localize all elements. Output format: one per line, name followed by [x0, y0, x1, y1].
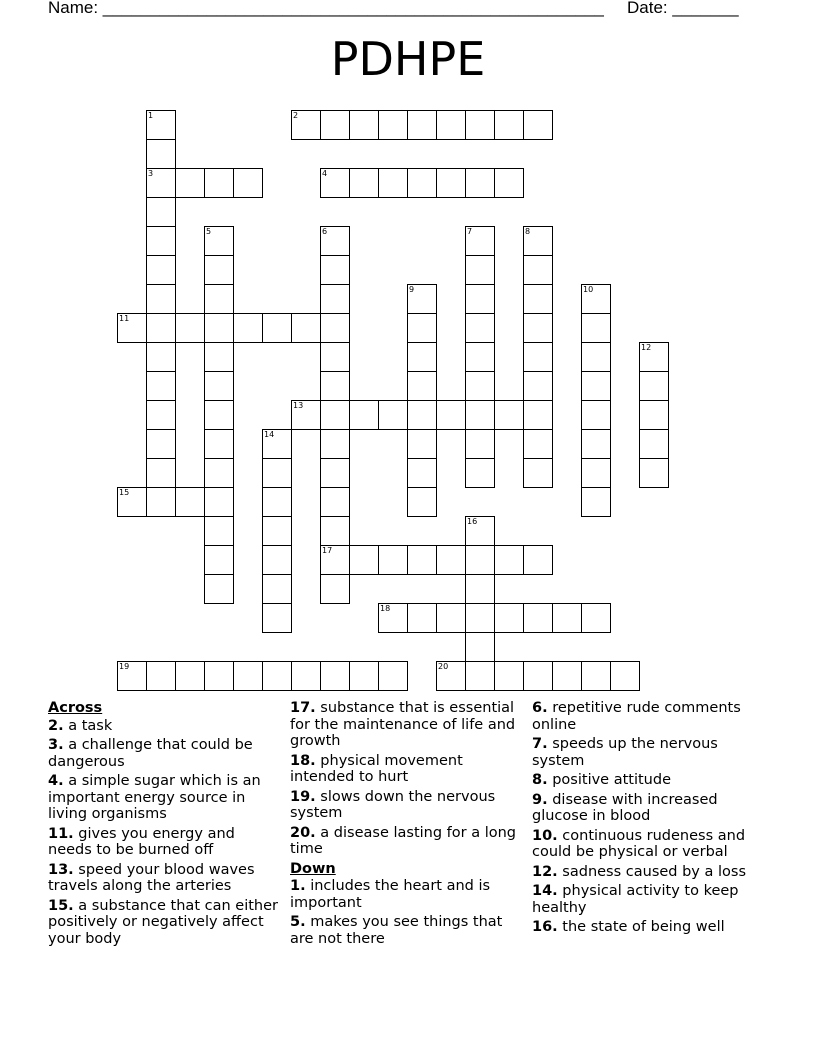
date-field-label: Date: _______ — [627, 0, 739, 17]
grid-cell[interactable] — [523, 661, 553, 691]
grid-cell[interactable] — [262, 429, 292, 459]
clue-number: 4 — [322, 169, 328, 178]
clue-number: 5 — [206, 227, 212, 236]
grid-cell[interactable] — [349, 400, 379, 430]
clue-number: 2 — [293, 111, 299, 120]
grid-cell[interactable] — [639, 400, 669, 430]
grid-cell[interactable] — [233, 313, 263, 343]
grid-cell[interactable] — [146, 429, 176, 459]
clue-number: 15 — [119, 488, 130, 497]
grid-cell[interactable] — [581, 429, 611, 459]
grid-cell[interactable] — [523, 545, 553, 575]
grid-cell[interactable] — [610, 661, 640, 691]
grid-cell[interactable] — [581, 342, 611, 372]
grid-cell[interactable] — [146, 342, 176, 372]
grid-cell[interactable] — [320, 400, 350, 430]
grid-cell[interactable] — [204, 458, 234, 488]
grid-cell[interactable] — [320, 226, 350, 256]
grid-cell[interactable] — [407, 168, 437, 198]
clues-column-3 — [532, 700, 762, 939]
grid-cell[interactable] — [465, 313, 495, 343]
grid-cell[interactable] — [523, 342, 553, 372]
grid-cell[interactable] — [262, 574, 292, 604]
grid-cell[interactable] — [407, 603, 437, 633]
clue-number: 3 — [148, 169, 154, 178]
grid-cell[interactable] — [407, 313, 437, 343]
grid-cell[interactable] — [204, 371, 234, 401]
grid-cell[interactable] — [523, 284, 553, 314]
grid-cell[interactable] — [465, 574, 495, 604]
grid-cell[interactable] — [262, 487, 292, 517]
grid-cell[interactable] — [146, 255, 176, 285]
grid-cell[interactable] — [233, 661, 263, 691]
grid-cell[interactable] — [146, 661, 176, 691]
grid-cell[interactable] — [378, 545, 408, 575]
grid-cell[interactable] — [320, 458, 350, 488]
grid-cell[interactable] — [465, 603, 495, 633]
grid-cell[interactable] — [320, 110, 350, 140]
grid-cell[interactable] — [146, 400, 176, 430]
clue-down-1: 1. includes the heart and is important — [290, 878, 491, 911]
clue-across-11: 11. gives you energy and needs to be burned off — [48, 825, 235, 858]
grid-cell[interactable] — [320, 516, 350, 546]
clue-number: 1 — [148, 111, 154, 120]
grid-cell[interactable] — [436, 400, 466, 430]
clue-number: 18 — [380, 604, 391, 613]
grid-cell[interactable] — [465, 545, 495, 575]
clue-number: 10 — [583, 285, 594, 294]
grid-cell[interactable] — [494, 168, 524, 198]
grid-cell[interactable] — [146, 458, 176, 488]
grid-cell[interactable] — [117, 661, 147, 691]
clue-across-17: 17. substance that is essential for the maintenance of life and growth — [290, 700, 516, 749]
grid-cell[interactable] — [378, 661, 408, 691]
grid-cell[interactable] — [523, 400, 553, 430]
grid-cell[interactable] — [639, 371, 669, 401]
grid-cell[interactable] — [262, 545, 292, 575]
grid-cell[interactable] — [494, 603, 524, 633]
clue-across-20: 20. a disease lasting for a long time — [290, 824, 516, 857]
grid-cell[interactable] — [465, 226, 495, 256]
clue-across-4: 4. a simple sugar which is an important energy source in living organisms — [48, 773, 261, 822]
grid-cell[interactable] — [523, 429, 553, 459]
grid-cell[interactable] — [523, 603, 553, 633]
clue-number: 12 — [641, 343, 652, 352]
grid-cell[interactable] — [204, 400, 234, 430]
grid-cell[interactable] — [523, 226, 553, 256]
grid-cell[interactable] — [407, 458, 437, 488]
grid-cell[interactable] — [320, 255, 350, 285]
grid-cell[interactable] — [465, 429, 495, 459]
grid-cell[interactable] — [552, 661, 582, 691]
clue-down-7: 7. speeds up the nervous system — [532, 736, 718, 769]
grid-cell[interactable] — [639, 458, 669, 488]
grid-cell[interactable] — [407, 487, 437, 517]
grid-cell[interactable] — [581, 400, 611, 430]
grid-cell[interactable] — [436, 545, 466, 575]
grid-cell[interactable] — [465, 661, 495, 691]
grid-cell[interactable] — [581, 458, 611, 488]
grid-cell[interactable] — [349, 168, 379, 198]
clue-number: 13 — [293, 401, 304, 410]
clue-down-6: 6. repetitive rude comments online — [532, 700, 741, 733]
grid-cell[interactable] — [581, 371, 611, 401]
clue-across-18: 18. physical movement intended to hurt — [290, 752, 463, 785]
grid-cell[interactable] — [320, 574, 350, 604]
grid-cell[interactable] — [581, 313, 611, 343]
grid-cell[interactable] — [494, 400, 524, 430]
grid-cell[interactable] — [204, 429, 234, 459]
clue-number: 7 — [467, 227, 473, 236]
clue-number: 11 — [119, 314, 130, 323]
grid-cell[interactable] — [117, 487, 147, 517]
grid-cell[interactable] — [320, 284, 350, 314]
clue-down-8: 8. positive attitude — [532, 772, 671, 788]
clue-down-16: 16. the state of being well — [532, 919, 725, 935]
grid-cell[interactable] — [146, 110, 176, 140]
grid-cell[interactable] — [204, 255, 234, 285]
clue-across-19: 19. slows down the nervous system — [290, 788, 496, 821]
grid-cell[interactable] — [581, 487, 611, 517]
grid-cell[interactable] — [204, 168, 234, 198]
grid-cell[interactable] — [407, 400, 437, 430]
grid-cell[interactable] — [465, 255, 495, 285]
grid-cell[interactable] — [523, 371, 553, 401]
grid-cell[interactable] — [262, 603, 292, 633]
grid-cell[interactable] — [494, 661, 524, 691]
grid-cell[interactable] — [117, 313, 147, 343]
clue-down-10: 10. continuous rudeness and could be physical or verbal — [532, 827, 746, 860]
grid-cell[interactable] — [146, 487, 176, 517]
grid-cell[interactable] — [320, 313, 350, 343]
grid-cell[interactable] — [552, 603, 582, 633]
clues-column-1 — [48, 700, 280, 950]
grid-cell[interactable] — [291, 110, 321, 140]
grid-cell[interactable] — [146, 284, 176, 314]
grid-cell[interactable] — [581, 603, 611, 633]
grid-cell[interactable] — [146, 139, 176, 169]
grid-cell[interactable] — [581, 661, 611, 691]
grid-cell[interactable] — [436, 168, 466, 198]
grid-cell[interactable] — [233, 168, 263, 198]
clue-number: 8 — [525, 227, 531, 236]
grid-cell[interactable] — [581, 284, 611, 314]
grid-cell[interactable] — [320, 661, 350, 691]
clues-column-2 — [290, 700, 522, 950]
grid-cell[interactable] — [465, 516, 495, 546]
grid-cell[interactable] — [204, 661, 234, 691]
grid-cell[interactable] — [320, 429, 350, 459]
grid-cell[interactable] — [204, 342, 234, 372]
grid-cell[interactable] — [175, 661, 205, 691]
grid-cell[interactable] — [291, 400, 321, 430]
grid-cell[interactable] — [378, 110, 408, 140]
grid-cell[interactable] — [204, 313, 234, 343]
grid-cell[interactable] — [523, 255, 553, 285]
grid-cell[interactable] — [349, 661, 379, 691]
grid-cell[interactable] — [523, 313, 553, 343]
grid-cell[interactable] — [320, 487, 350, 517]
grid-cell[interactable] — [175, 487, 205, 517]
page-title: PDHPE — [330, 32, 486, 86]
grid-cell[interactable] — [465, 400, 495, 430]
grid-cell[interactable] — [494, 110, 524, 140]
grid-cell[interactable] — [204, 284, 234, 314]
grid-cell[interactable] — [407, 545, 437, 575]
grid-cell[interactable] — [291, 661, 321, 691]
grid-cell[interactable] — [204, 574, 234, 604]
grid-cell[interactable] — [320, 342, 350, 372]
grid-cell[interactable] — [204, 545, 234, 575]
grid-cell[interactable] — [262, 661, 292, 691]
grid-cell[interactable] — [204, 487, 234, 517]
grid-cell[interactable] — [436, 661, 466, 691]
grid-cell[interactable] — [175, 313, 205, 343]
grid-cell[interactable] — [146, 313, 176, 343]
grid-cell[interactable] — [523, 458, 553, 488]
clue-number: 19 — [119, 662, 130, 671]
clue-number: 16 — [467, 517, 478, 526]
grid-cell[interactable] — [146, 371, 176, 401]
clue-number: 17 — [322, 546, 333, 555]
across-heading: Across — [48, 700, 103, 716]
grid-cell[interactable] — [465, 284, 495, 314]
clue-across-13: 13. speed your blood waves travels along the arteries — [48, 861, 255, 894]
grid-cell[interactable] — [349, 545, 379, 575]
grid-cell[interactable] — [291, 313, 321, 343]
grid-cell[interactable] — [262, 458, 292, 488]
grid-cell[interactable] — [436, 603, 466, 633]
grid-cell[interactable] — [146, 168, 176, 198]
grid-cell[interactable] — [465, 342, 495, 372]
clue-across-15: 15. a substance that can either positively or negatively affect your body — [48, 897, 278, 947]
grid-cell[interactable] — [465, 632, 495, 662]
name-field-label: Name: _____________________________________________________ — [48, 0, 604, 17]
grid-cell[interactable] — [349, 110, 379, 140]
grid-cell[interactable] — [465, 110, 495, 140]
grid-cell[interactable] — [639, 429, 669, 459]
grid-cell[interactable] — [465, 371, 495, 401]
clue-number: 14 — [264, 430, 275, 439]
grid-cell[interactable] — [320, 168, 350, 198]
grid-cell[interactable] — [146, 197, 176, 227]
down-heading: Down — [290, 860, 336, 877]
grid-cell[interactable] — [465, 168, 495, 198]
clue-down-14: 14. physical activity to keep healthy — [532, 883, 739, 916]
grid-cell[interactable] — [320, 371, 350, 401]
grid-cell[interactable] — [262, 516, 292, 546]
grid-cell[interactable] — [407, 429, 437, 459]
grid-cell[interactable] — [204, 226, 234, 256]
grid-cell[interactable] — [407, 110, 437, 140]
clue-number: 6 — [322, 227, 328, 236]
grid-cell[interactable] — [523, 110, 553, 140]
clue-number: 9 — [409, 285, 415, 294]
grid-cell[interactable] — [204, 516, 234, 546]
grid-cell[interactable] — [407, 284, 437, 314]
grid-cell[interactable] — [378, 603, 408, 633]
clue-across-3: 3. a challenge that could be dangerous — [48, 737, 253, 770]
grid-cell[interactable] — [465, 458, 495, 488]
grid-cell[interactable] — [320, 545, 350, 575]
grid-cell[interactable] — [407, 371, 437, 401]
grid-cell[interactable] — [378, 168, 408, 198]
grid-cell[interactable] — [407, 342, 437, 372]
grid-cell[interactable] — [436, 110, 466, 140]
grid-cell[interactable] — [378, 400, 408, 430]
clue-down-5: 5. makes you see things that are not there — [290, 914, 503, 947]
grid-cell[interactable] — [494, 545, 524, 575]
clue-down-9: 9. disease with increased glucose in blood — [532, 791, 718, 824]
grid-cell[interactable] — [146, 226, 176, 256]
grid-cell[interactable] — [262, 313, 292, 343]
clue-number: 20 — [438, 662, 449, 671]
grid-cell[interactable] — [639, 342, 669, 372]
clue-across-2: 2. a task — [48, 717, 113, 734]
grid-cell[interactable] — [175, 168, 205, 198]
clue-down-12: 12. sadness caused by a loss — [532, 863, 747, 880]
